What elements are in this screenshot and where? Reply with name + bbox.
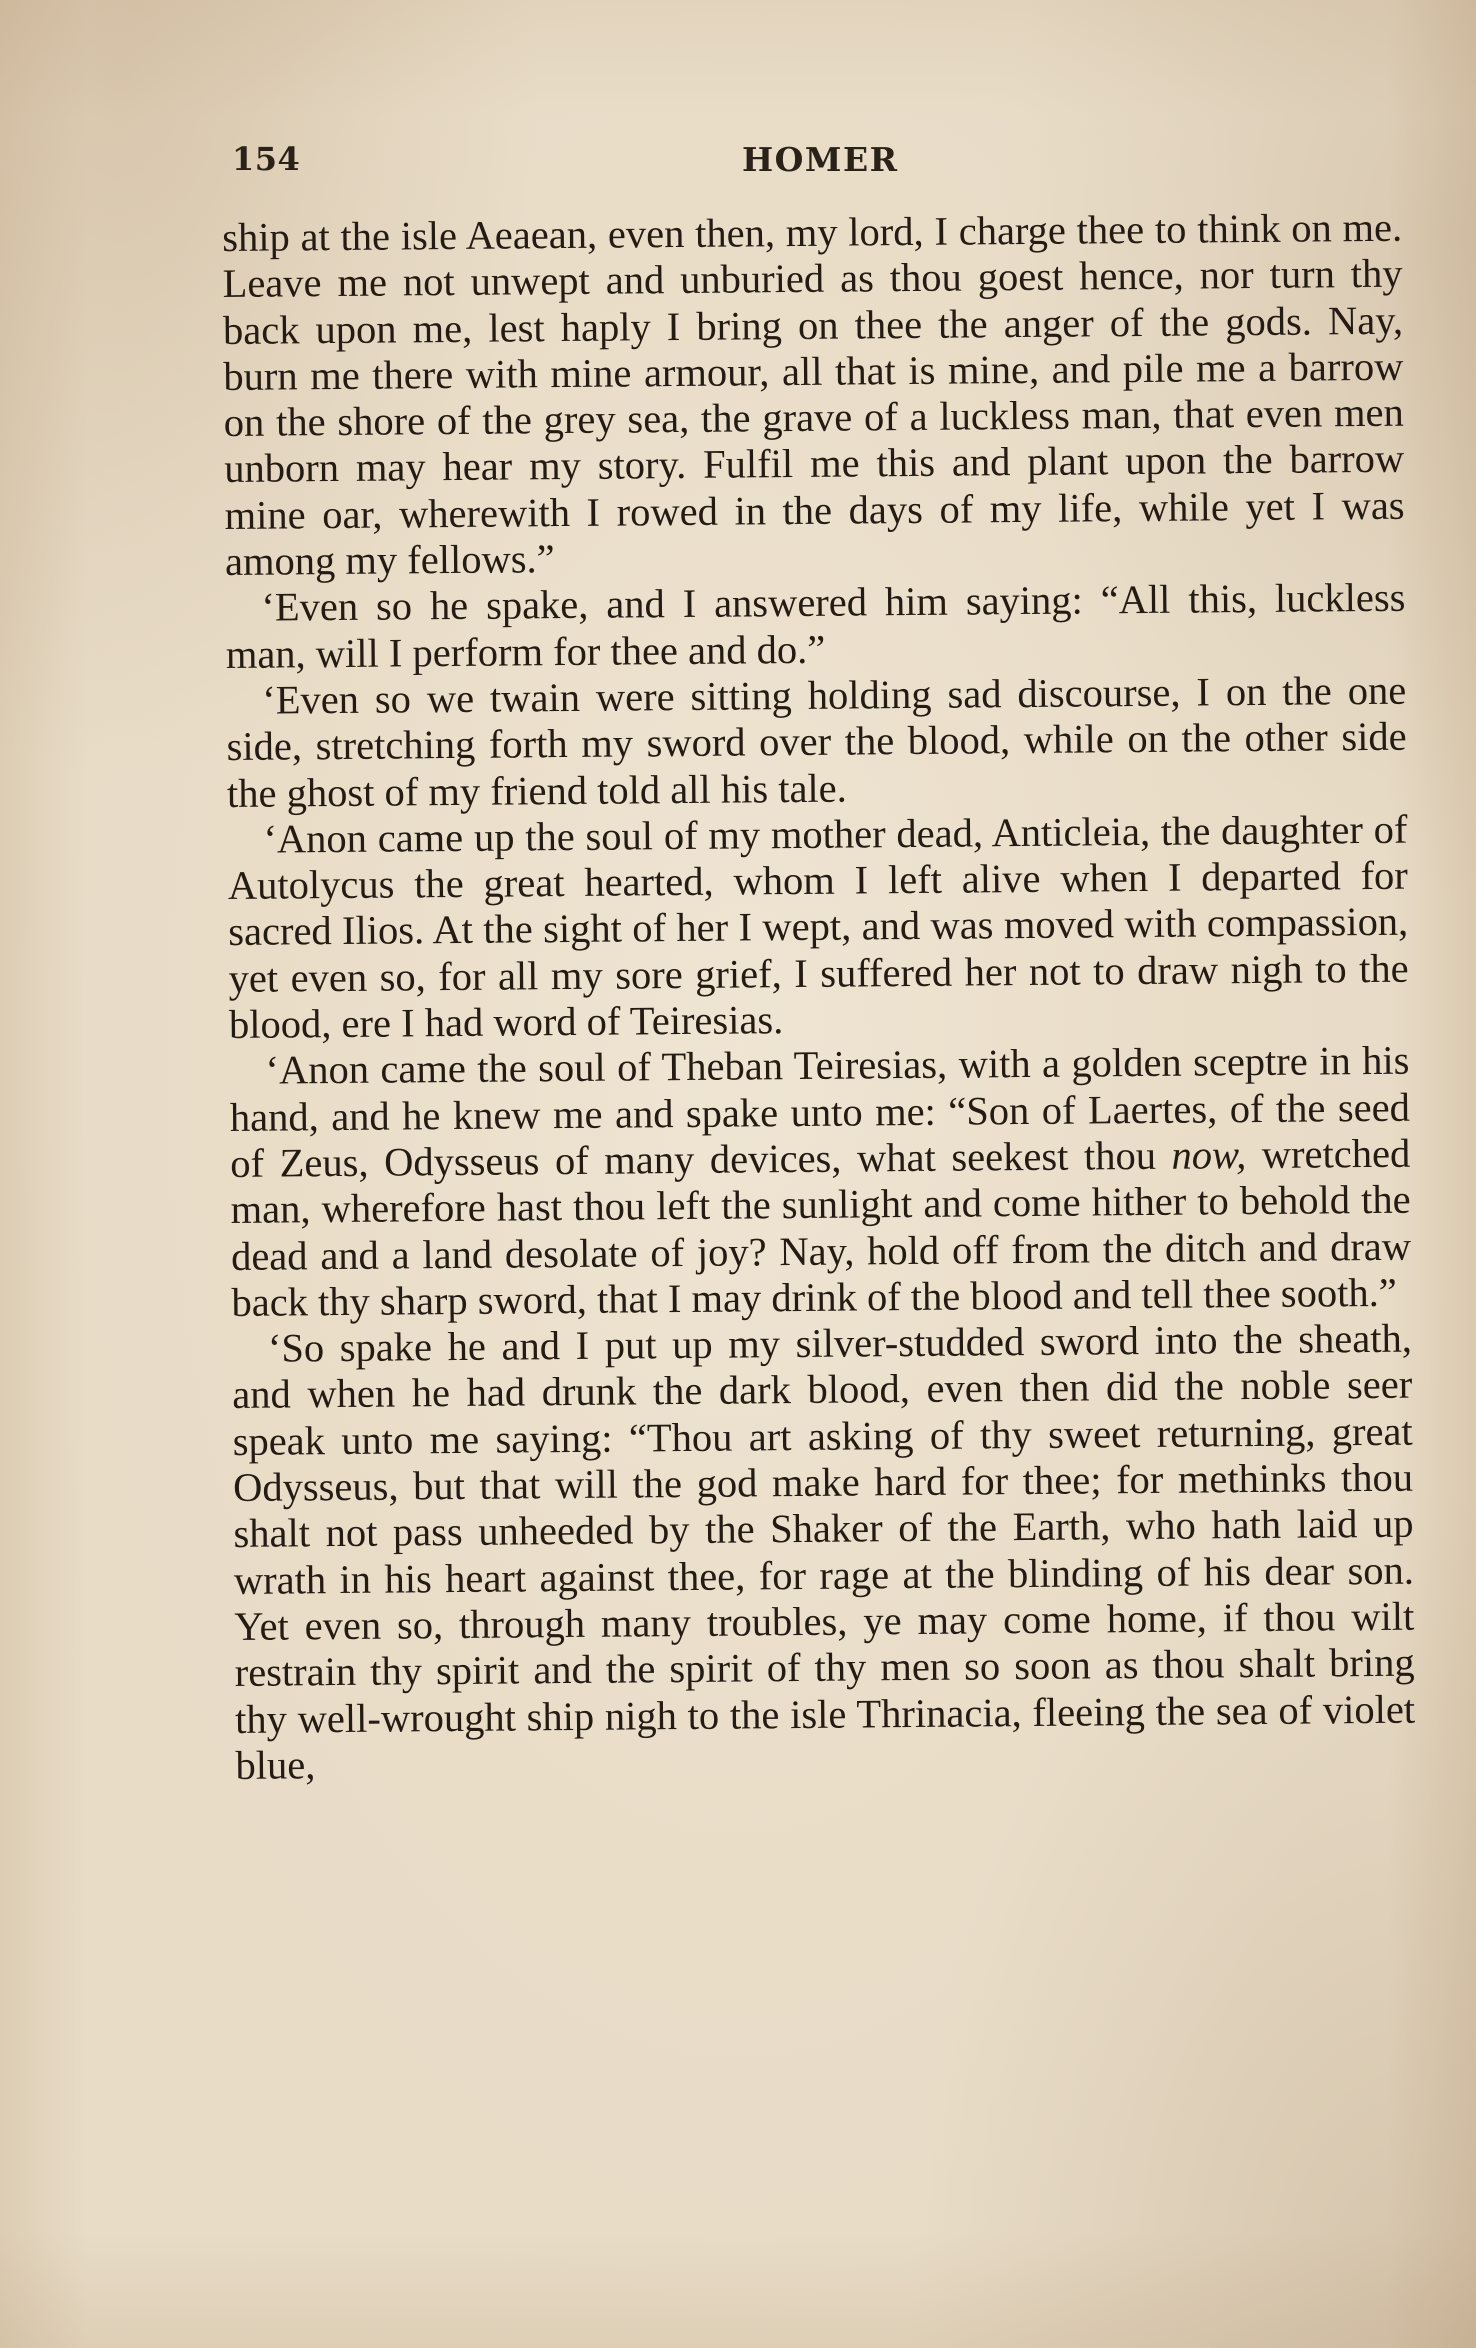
paragraph-text: wretched man, wherefore hast thou left the sunlight and come hither to behold the dead and a land desolate of joy? Nay, hold off from the ditch and draw back thy sharp sword, that I may drink of the blood and tell thee sooth.” — [230, 1130, 1412, 1325]
paragraph: ‘Even so we twain were sitting holding sad discourse, I on the one side, stretching forth my sword over the blood, while on the other side the ghost of my friend told all his tale. — [226, 667, 1407, 816]
paragraph: ‘So spake he and I put up my silver-studded sword into the sheath, and when he had drunk the dark blood, even then did the noble seer speak unto me saying: “Thou art asking of thy sweet returning, great Odysseus, but that will the god make hard for thee; for methinks thou shalt not pass unheeded by the Shaker of the Earth, who hath laid up wrath in his heart against thee, for rage at the blinding of his dear son. Yet even so, through many troubles, ye may come home, if thou wilt restrain thy spirit and the spirit of thy men so soon as thou shalt bring thy well-wrought ship nigh to the isle Thrinacia, fleeing the sea of violet blue, — [232, 1315, 1416, 1788]
paragraph: ‘Even so he spake, and I answered him saying: “All this, luckless man, will I perform for thee and do.” — [225, 575, 1406, 677]
running-head — [232, 140, 1402, 200]
running-title: HOMER — [742, 140, 899, 179]
paragraph-teiresias — [229, 1038, 1411, 1326]
paragraph-text: ‘Anon came the soul of Theban Teiresias, with a golden sceptre in his hand, and he knew me and spake unto me: “Son of Laertes, of the seed of Zeus, Odysseus of many devices, what seekest thou — [229, 1038, 1411, 1186]
paragraph-continuation: ship at the isle Aeaean, even then, my lord, I charge thee to think on me. Leave me not unwept and unburied as thou goest hence, nor turn thy back upon me, lest haply I bring on thee the anger of the gods. Nay, burn me there with mine armour, all that is mine, and pile me a barrow on the shore of the grey sea, the grave of a luckless man, that even men unborn may hear my story. Fulfil me this and plant upon the barrow mine oar, wherewith I rowed in the days of my life, while yet I was among my fellows.” — [222, 204, 1405, 585]
page-number: 154 — [232, 140, 301, 178]
body-text — [222, 205, 1416, 1789]
italic-word: now, — [1171, 1132, 1247, 1178]
paragraph: ‘Anon came up the soul of my mother dead, Anticleia, the daughter of Autolycus the great hearted, whom I left alive when I departed for sacred Ilios. At the sight of her I wept, and was moved with compassion, yet even so, for all my sore grief, I suffered her not to draw nigh to the blood, ere I had word of Teiresias. — [227, 806, 1409, 1048]
